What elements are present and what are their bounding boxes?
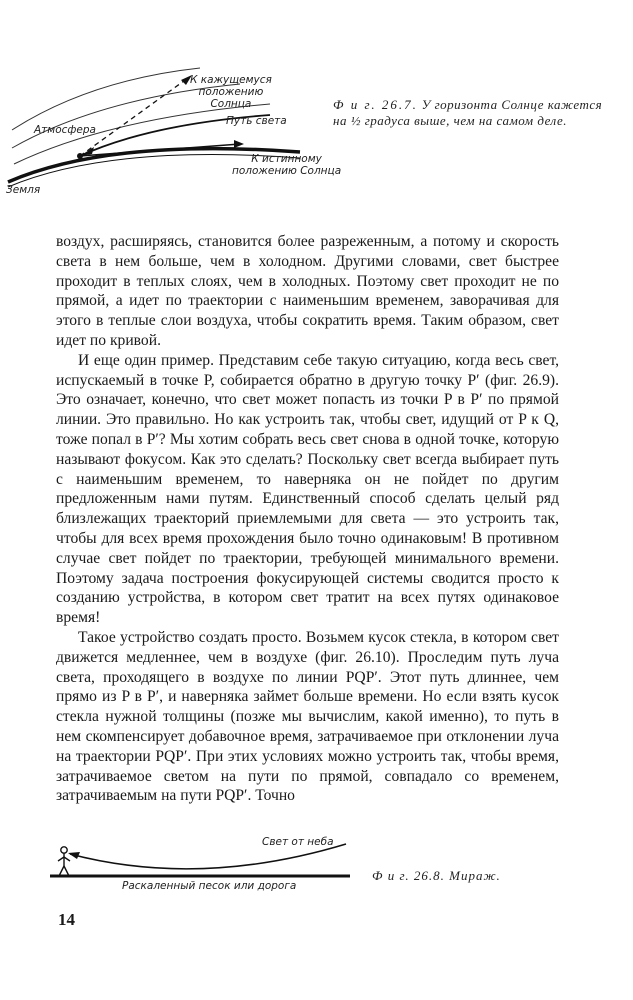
paragraph-2: И еще один пример. Представим себе такую ситуацию, когда весь свет, испускаемый в точке P, собирается обратно в другую точку P′ (фиг. 26.9). Это означает, конечно, что свет может попасть из точки P в P′ по прямой линии. Это правильно. Но как устроить так, чтобы свет, идущий от P к Q, тоже попал в P′? Мы хотим собрать весь свет снова в одной точке, которую называют фокусом. Как это сделать? Поскольку свет всегда выбирает путь с наименьшим временем, то наверняка он не пойдет по другим предложенным нами путям. Единственный способ сделать целый ряд близлежащих траекторий приемлемыми для света — это устроить так, чтобы для всех время прохождения было точно одинаковым! В противном случае свет пойдет по траектории, требующей минимального времени. Поэтому задача построения фокусирующей системы сводится просто к созданию устройства, в котором свет тратит на всех путях одинаковое время!	[56, 351, 559, 627]
body-text	[56, 232, 559, 806]
figure-26-7-number: Ф и г. 26.7.	[333, 97, 418, 112]
figure-26-8-caption-text: Мираж.	[449, 868, 501, 883]
ground-label: Раскаленный песок или дорога	[122, 880, 297, 892]
true-sun-label: К истинному положению Солнца	[232, 153, 342, 178]
true-sun-arrowhead	[234, 140, 244, 148]
sky-light-label: Свет от неба	[262, 836, 334, 848]
figure-26-8-caption	[372, 868, 501, 884]
light-path-label: Путь света	[226, 115, 287, 127]
paragraph-1: воздух, расширяясь, становится более разреженным, а потому и скорость света в нем больше, чем в холодном. Другими словами, свет быстрее проходит в теплых слоях, чем в холодных. Поэтому свет проходит не по прямой, а идет по траектории с наименьшим временем, заворачивая для этого в теплые слои воздуха, чтобы сократить время. Таким образом, свет идет по кривой.	[56, 233, 559, 349]
observer-figure-icon	[58, 847, 70, 876]
earth-label: Земля	[6, 184, 41, 196]
apparent-sun-label: К кажущемуся положению Солнца	[190, 74, 272, 111]
page-number: 14	[58, 910, 75, 929]
figure-26-8	[40, 828, 360, 898]
observer-dot	[77, 153, 83, 159]
figure-26-8-number: Ф и г. 26.8.	[372, 868, 445, 883]
figure-26-7	[0, 60, 342, 200]
paragraph-3: Такое устройство создать просто. Возьмем кусок стекла, в котором свет движется медленнее, чем в воздухе (фиг. 26.10). Проследим путь луча света, проходящего в воздухе по линии PQP′. Этот путь длиннее, чем прямо из P в P′, и наверняка займет больше времени. Но если взять кусок стекла нужной толщины (позже мы вычислим, какой именно), то путь в нем скомпенсирует добавочное время, затрачиваемое при отклонении луча на траектории PQP′. При этих условиях можно устроить так, чтобы время, затрачиваемое светом на пути по прямой, совпадало со временем, затрачиваемым на пути PQP′. Точно	[56, 628, 559, 805]
atmosphere-layer-outer	[12, 68, 200, 130]
mirage-ray-arrowhead	[68, 852, 80, 859]
atmosphere-label: Атмосфера	[34, 124, 96, 136]
figure-26-7-caption-text: У горизонта Солнце кажется на ½ градуса выше, чем на самом деле.	[333, 97, 603, 128]
figure-26-7-caption	[333, 97, 613, 129]
